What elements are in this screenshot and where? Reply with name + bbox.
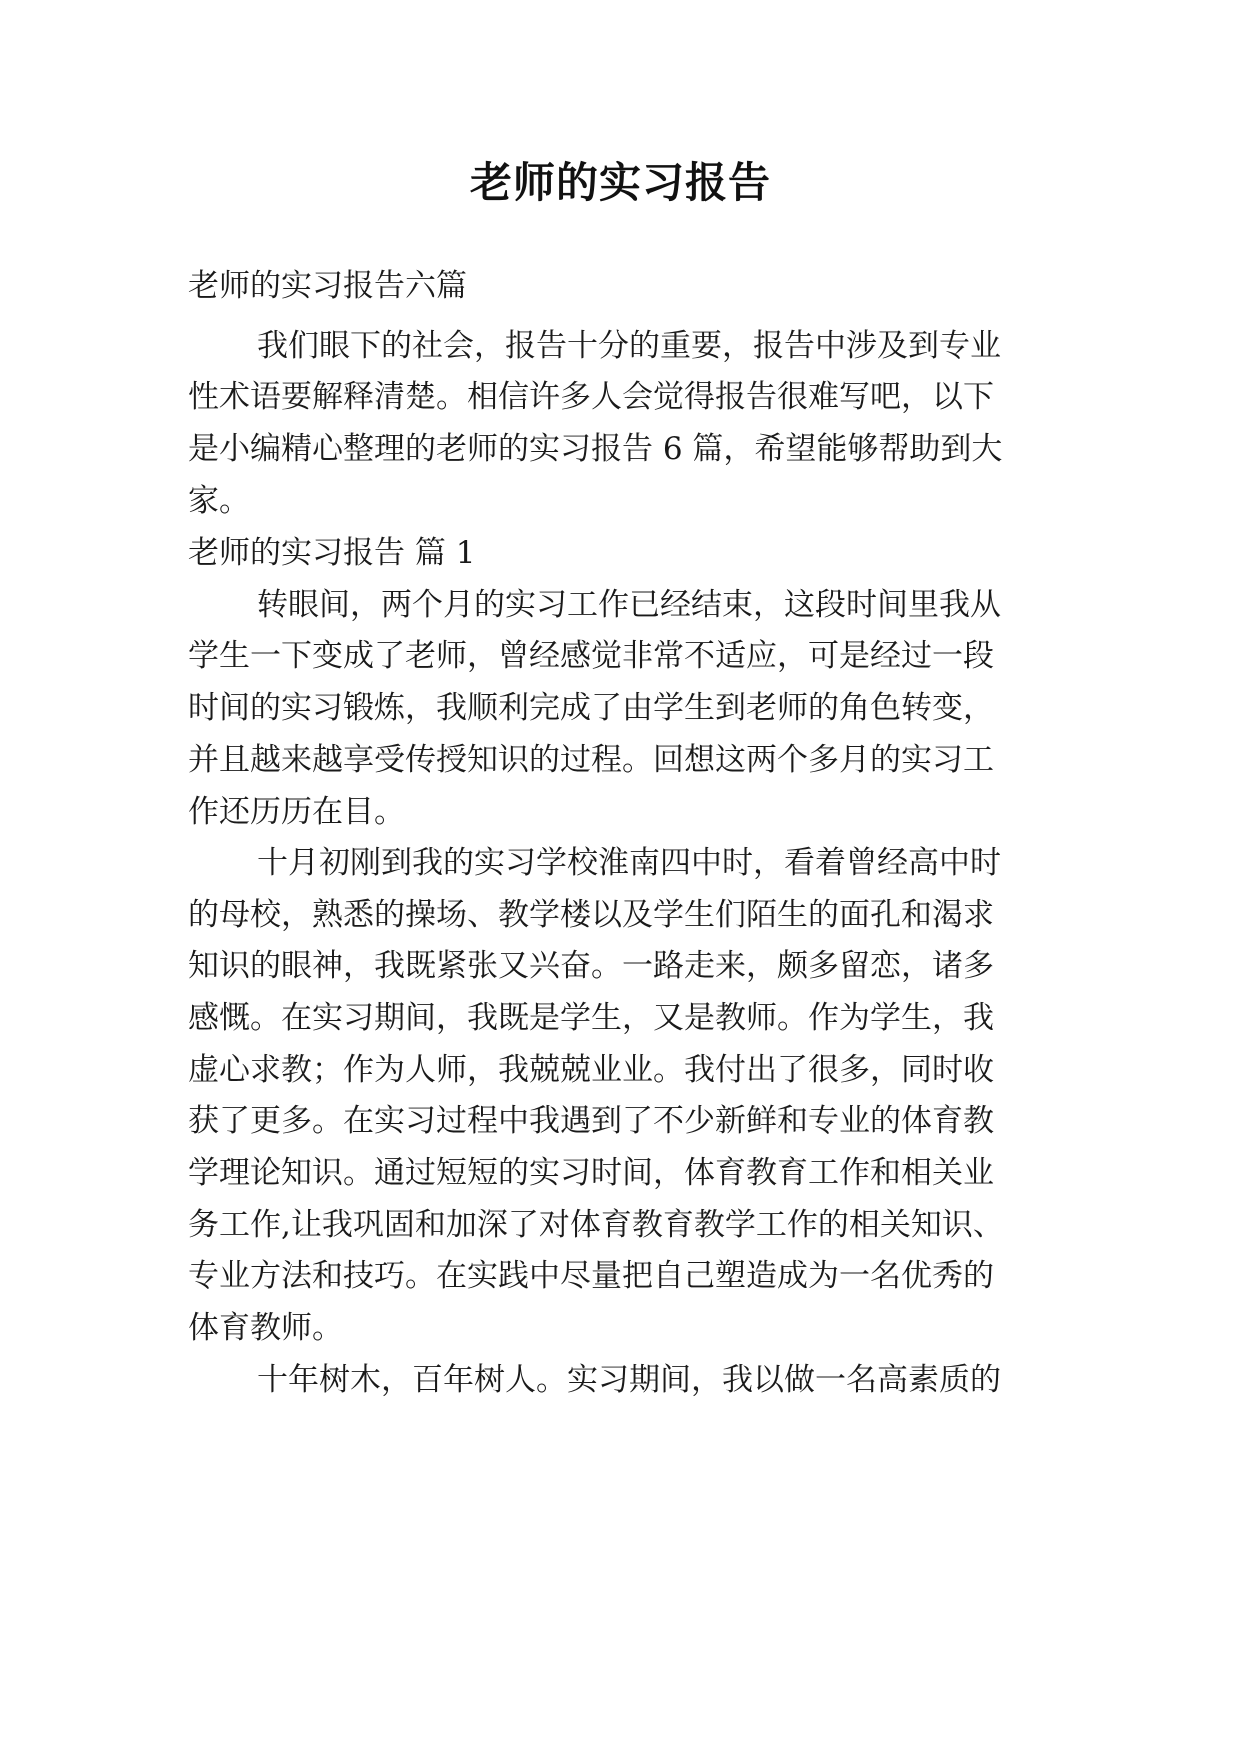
text-line: 学理论知识。通过短短的实习时间，体育教育工作和相关业 (188, 1155, 994, 1191)
text-line: 学生一下变成了老师，曾经感觉非常不适应，可是经过一段 (188, 638, 994, 674)
text-line: 性术语要解释清楚。相信许多人会觉得报告很难写吧，以下 (188, 379, 994, 415)
text-line: 家。 (188, 483, 250, 519)
subtitle-line: 老师的实习报告六篇 (188, 268, 467, 304)
text-line: 务工作,让我巩固和加深了对体育教育教学工作的相关知识、 (188, 1207, 1004, 1243)
text-line: 的母校，熟悉的操场、教学楼以及学生们陌生的面孔和渴求 (188, 897, 994, 933)
text-line: 专业方法和技巧。在实践中尽量把自己塑造成为一名优秀的 (188, 1258, 994, 1294)
text-line: 虚心求教；作为人师，我兢兢业业。我付出了很多，同时收 (188, 1052, 994, 1088)
text-line: 转眼间，两个月的实习工作已经结束，这段时间里我从 (257, 587, 1001, 623)
text-line: 体育教师。 (188, 1310, 343, 1346)
text-line: 感慨。在实习期间，我既是学生，又是教师。作为学生，我 (188, 1000, 994, 1036)
text-line: 时间的实习锻炼，我顺利完成了由学生到老师的角色转变， (188, 690, 994, 726)
text-line: 我们眼下的社会，报告十分的重要，报告中涉及到专业 (257, 328, 1001, 364)
text-line: 作还历历在目。 (188, 794, 405, 830)
document-title: 老师的实习报告 (469, 158, 771, 207)
text-line: 并且越来越享受传授知识的过程。回想这两个多月的实习工 (188, 742, 994, 778)
text-line: 是小编精心整理的老师的实习报告 6 篇，希望能够帮助到大 (188, 431, 1003, 467)
text-line: 获了更多。在实习过程中我遇到了不少新鲜和专业的体育教 (188, 1103, 994, 1139)
text-line: 知识的眼神，我既紧张又兴奋。一路走来，颇多留恋，诸多 (188, 948, 994, 984)
text-line: 十月初刚到我的实习学校淮南四中时，看着曾经高中时 (257, 845, 1001, 881)
section-heading: 老师的实习报告 篇 1 (188, 535, 476, 571)
text-line: 十年树木，百年树人。实习期间，我以做一名高素质的 (257, 1362, 1001, 1398)
